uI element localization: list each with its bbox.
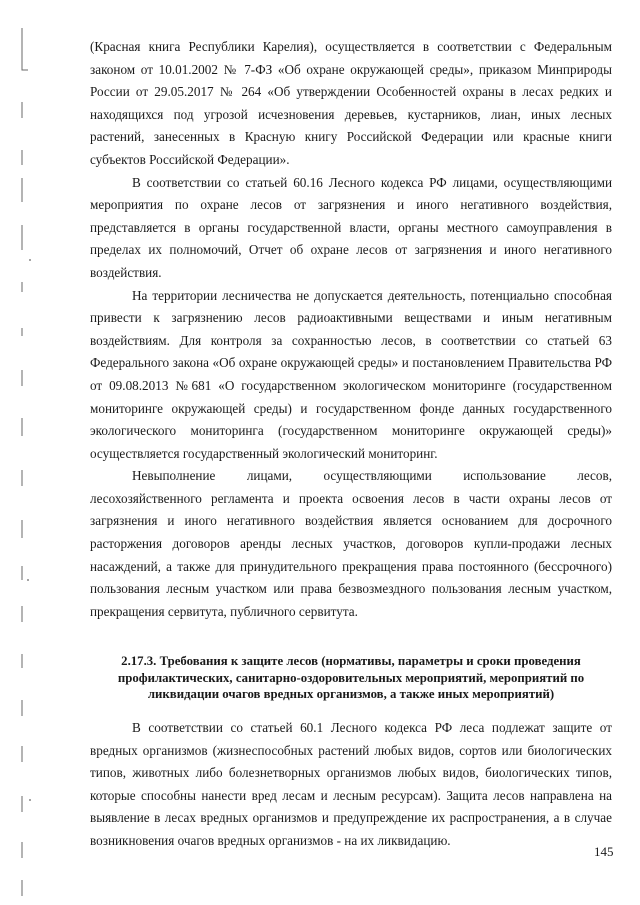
- document-body: [90, 36, 612, 853]
- paragraph-3: На территории лесничества не допускается деятельность, потенциально способная привести к загрязнению лесов радиоактивными веществами и иным негативным воздействиям. Для контроля за сохранностью лесов, в соответствии со статьей 63 Федерального закона «Об охране окружающей среды» и постановлением Правительства РФ от 09.08.2013 №681 «О государственном экологическом мониторинге (государственном мониторинге окружающей среды) и государственном фонде данных государственного экологического мониторинга (государственном мониторинге окружающей среды)» осуществляется государственный экологический мониторинг.: [90, 287, 612, 461]
- paragraph-1: (Красная книга Республики Карелия), осуществляется в соответствии с Федеральным законом от 10.01.2002 № 7-ФЗ «Об охране окружающей среды», приказом Минприроды России от 29.05.2017 № 264 «Об утверждении Особенностей охраны в лесах редких и находящихся под угрозой исчезновения деревьев, кустарников, лиан, иных лесных растений, занесенных в Красную книгу Российской Федерации или красные книги субъектов Российской Федерации».: [90, 39, 612, 167]
- section-heading: 2.17.3. Требования к защите лесов (нормативы, параметры и сроки проведения профилактических, санитарно-оздоровительных мероприятий, мероприятий по ликвидации очагов вредных организмов, а также иных мероприятий): [117, 654, 585, 702]
- paragraph-5: В соответствии со статьей 60.1 Лесного кодекса РФ леса подлежат защите от вредных организмов (жизнеспособных растений любых видов, сортов или биологических типов, животных либо болезнетворных организмов любых видов, биологических типов, которые способны нанести вред лесам и лесным ресурсам). Защита лесов направлена на выявление в лесах вредных организмов и предупреждение их распространения, а в случае возникновения очагов вредных организмов - на их ликвидацию.: [90, 719, 612, 848]
- paragraph-2: В соответствии со статьей 60.16 Лесного кодекса РФ лицами, осуществляющими мероприятия по охране лесов от загрязнения и иного негативного воздействия, представляется в органы государственной власти, органы местного самоуправления в пределах их полномочий, Отчет об охране лесов от загрязнения и иного негативного воздействия.: [90, 174, 612, 280]
- scan-edge-artifact: [0, 0, 40, 905]
- paragraph-4: Невыполнение лицами, осуществляющими использование лесов, лесохозяйственного регламента и проекта освоения лесов в части охраны лесов от загрязнения и иного негативного воздействия является основанием для досрочного расторжения договоров аренды лесных участков, договоров купли-продажи лесных насаждений, а также для принудительного прекращения права постоянного (бессрочного) пользования лесным участком или права безвозмездного пользования лесным участком, прекращения сервитута, публичного сервитута.: [90, 468, 612, 619]
- page-number: 145: [594, 844, 614, 859]
